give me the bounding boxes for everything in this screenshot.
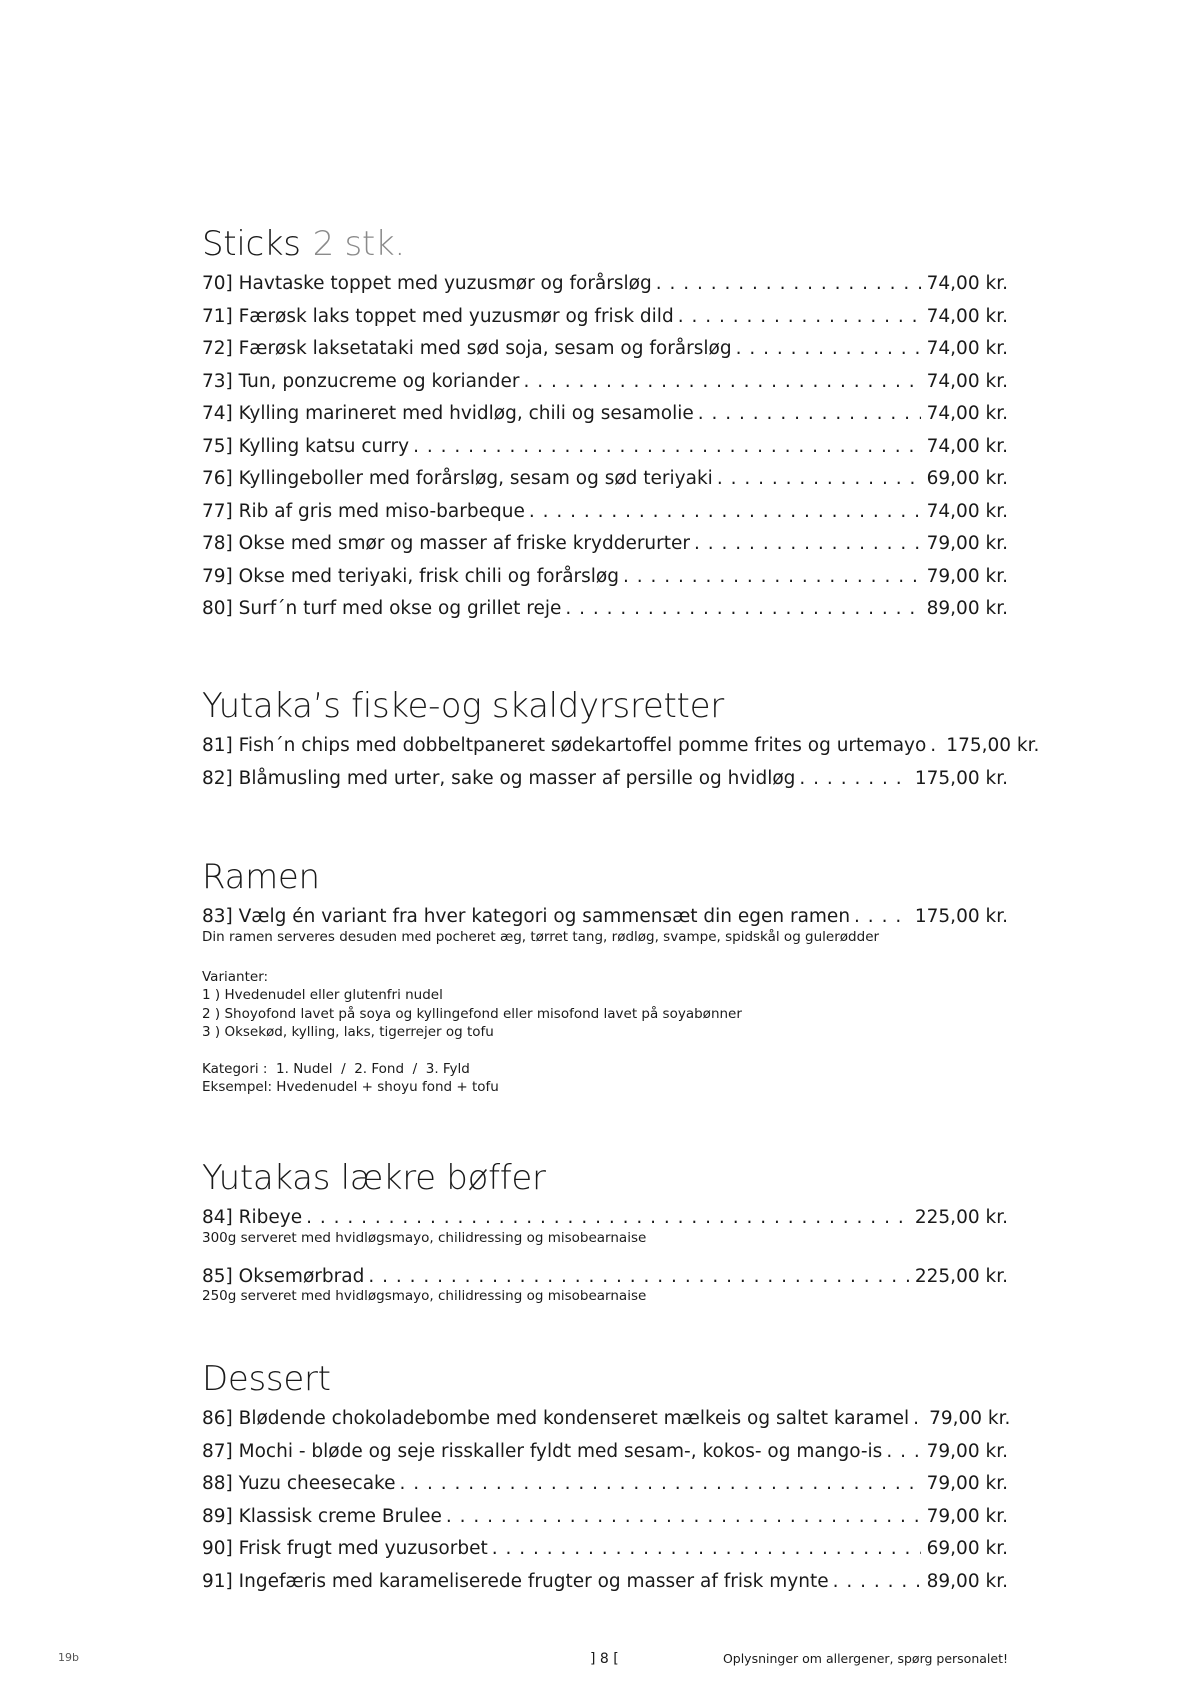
item-name: 76] Kyllingeboller med forårsløg, sesam og sød teriyaki <box>202 468 713 489</box>
item-price: 225,00 kr. <box>914 1207 1008 1228</box>
item-price: 74,00 kr. <box>926 305 1008 327</box>
page-number: ] 8 [ <box>590 1651 619 1667</box>
footer-code: 19b <box>58 1651 79 1664</box>
item-price: 89,00 kr. <box>926 598 1008 619</box>
item-price: 225,00 kr. <box>914 1265 1008 1287</box>
menu-item <box>202 1436 1008 1469</box>
menu-item <box>202 763 1008 796</box>
item-price: 74,00 kr. <box>926 435 1008 457</box>
menu-item <box>202 268 1008 301</box>
menu-item <box>202 431 1008 464</box>
section-sticks <box>202 224 1008 626</box>
variants-label: Varianter: <box>202 968 269 985</box>
item-price: 79,00 kr. <box>929 1408 1011 1429</box>
item-price: 79,00 kr. <box>926 565 1008 587</box>
menu-item <box>202 528 1008 561</box>
dot-leader <box>736 333 921 366</box>
item-price: 69,00 kr. <box>926 468 1008 489</box>
menu-item <box>202 398 1008 431</box>
section-title: Yutakas lækre bøffer <box>202 1158 546 1198</box>
dot-leader <box>854 901 909 934</box>
item-description: 250g serveret med hvidløgsmayo, chilidressing og misobearnaise <box>202 1288 647 1304</box>
categories-line: Kategori : 1. Nudel / 2. Fond / 3. Fyld <box>202 1060 470 1077</box>
item-price: 79,00 kr. <box>926 533 1008 554</box>
item-name: 73] Tun, ponzucreme og koriander <box>202 370 520 392</box>
item-name: 90] Frisk frugt med yuzusorbet <box>202 1538 488 1559</box>
item-price: 79,00 kr. <box>926 1505 1008 1527</box>
item-name: 72] Færøsk laksetataki med sød soja, sesam og forårsløg <box>202 338 732 359</box>
item-price: 74,00 kr. <box>926 338 1008 359</box>
item-price: 74,00 kr. <box>926 370 1008 392</box>
item-price: 74,00 kr. <box>926 403 1008 424</box>
section-fish <box>202 686 1040 795</box>
item-price: 175,00 kr. <box>914 767 1008 789</box>
item-name: 85] Oksemørbrad <box>202 1265 365 1287</box>
menu-item <box>202 1533 1008 1566</box>
item-name: 89] Klassisk creme Brulee <box>202 1505 442 1527</box>
menu-item <box>202 1261 1008 1294</box>
item-name: 78] Okse med smør og masser af friske krydderurter <box>202 533 691 554</box>
item-name: 70] Havtaske toppet med yuzusmør og forårsløg <box>202 273 652 294</box>
dot-leader <box>492 1533 921 1566</box>
menu-item <box>202 1566 1008 1599</box>
section-title-text: Sticks <box>202 224 301 264</box>
item-name: 74] Kylling marineret med hvidløg, chili og sesamolie <box>202 403 694 424</box>
menu-item <box>202 901 1008 934</box>
dot-leader <box>833 1566 921 1599</box>
item-price: 89,00 kr. <box>926 1570 1008 1592</box>
item-description: 300g serveret med hvidløgsmayo, chilidressing og misobearnaise <box>202 1229 647 1246</box>
menu-item <box>202 1501 1008 1534</box>
item-name: 87] Mochi - bløde og seje risskaller fyldt med sesam-, kokos- og mango-is <box>202 1440 883 1462</box>
section-subtitle: 2 stk. <box>312 224 405 264</box>
menu-item <box>202 1403 1011 1436</box>
menu-item <box>202 593 1008 626</box>
menu-item <box>202 463 1008 496</box>
menu-item <box>202 496 1008 529</box>
section-title <box>202 224 1008 264</box>
section-title: Yutaka’s fiske-og skaldyrsretter <box>202 686 724 726</box>
dot-leader <box>799 763 908 796</box>
item-name: 91] Ingefæris med karameliserede frugter og masser af frisk mynte <box>202 1570 829 1592</box>
menu-list <box>202 730 1040 795</box>
menu-list <box>202 268 1008 626</box>
item-price: 79,00 kr. <box>926 1473 1008 1494</box>
dot-leader <box>529 496 921 529</box>
dot-leader <box>623 561 921 594</box>
menu-item <box>202 301 1008 334</box>
dot-leader <box>446 1501 921 1534</box>
dot-leader <box>399 1468 920 1501</box>
dot-leader <box>656 268 921 301</box>
item-name: 84] Ribeye <box>202 1207 303 1228</box>
section-dessert <box>202 1359 1011 1598</box>
item-name: 77] Rib af gris med miso-barbeque <box>202 500 525 522</box>
dot-leader <box>306 1202 909 1235</box>
item-description: Din ramen serveres desuden med pocheret æg, tørret tang, rødløg, svampe, spidskål og gulerødder <box>202 928 880 945</box>
item-name: 83] Vælg én variant fra hver kategori og sammensæt din egen ramen <box>202 906 851 927</box>
dot-leader <box>717 463 921 496</box>
menu-item <box>202 366 1008 399</box>
item-name: 86] Blødende chokoladebombe med kondenseret mælkeis og saltet karamel <box>202 1408 910 1429</box>
dot-leader <box>886 1436 920 1469</box>
item-price: 79,00 kr. <box>926 1440 1008 1462</box>
dot-leader <box>698 398 921 431</box>
menu-list <box>202 1403 1011 1598</box>
menu-item <box>202 730 1040 763</box>
dot-leader <box>694 528 921 561</box>
menu-item <box>202 1202 1008 1235</box>
item-name: 81] Fish´n chips med dobbeltpaneret sødekartoffel pomme frites og urtemayo <box>202 735 927 756</box>
dot-leader <box>678 301 921 334</box>
item-name: 88] Yuzu cheesecake <box>202 1473 396 1494</box>
item-name: 71] Færøsk laks toppet med yuzusmør og frisk dild <box>202 305 674 327</box>
variant-line: 2 ) Shoyofond lavet på soya og kyllingefond eller misofond lavet på soyabønner <box>202 1005 742 1022</box>
item-price: 175,00 kr. <box>914 906 1008 927</box>
menu-item <box>202 333 1008 366</box>
item-name: 80] Surf´n turf med okse og grillet reje <box>202 598 562 619</box>
allergen-note: Oplysninger om allergener, spørg personalet! <box>722 1651 1008 1666</box>
section-ramen <box>202 857 1008 1097</box>
example-line: Eksempel: Hvedenudel + shoyu fond + tofu <box>202 1079 499 1095</box>
item-price: 74,00 kr. <box>926 273 1008 294</box>
item-price: 175,00 kr. <box>946 735 1040 756</box>
variant-line: 1 ) Hvedenudel eller glutenfri nudel <box>202 987 443 1003</box>
section-title: Dessert <box>202 1359 331 1399</box>
item-price: 74,00 kr. <box>926 500 1008 522</box>
item-name: 82] Blåmusling med urter, sake og masser af persille og hvidløg <box>202 767 796 789</box>
section-steaks <box>202 1158 1008 1309</box>
dot-leader <box>565 593 920 626</box>
dot-leader <box>413 431 921 464</box>
dot-leader <box>368 1261 909 1294</box>
dot-leader <box>913 1403 923 1436</box>
item-name: 75] Kylling katsu curry <box>202 435 410 457</box>
dot-leader <box>930 730 940 763</box>
item-price: 69,00 kr. <box>926 1538 1008 1559</box>
menu-item <box>202 561 1008 594</box>
variant-line: 3 ) Oksekød, kylling, laks, tigerrejer og tofu <box>202 1024 494 1040</box>
dot-leader <box>523 366 920 399</box>
section-title: Ramen <box>202 857 320 897</box>
item-name: 79] Okse med teriyaki, frisk chili og forårsløg <box>202 565 619 587</box>
menu-item <box>202 1468 1008 1501</box>
